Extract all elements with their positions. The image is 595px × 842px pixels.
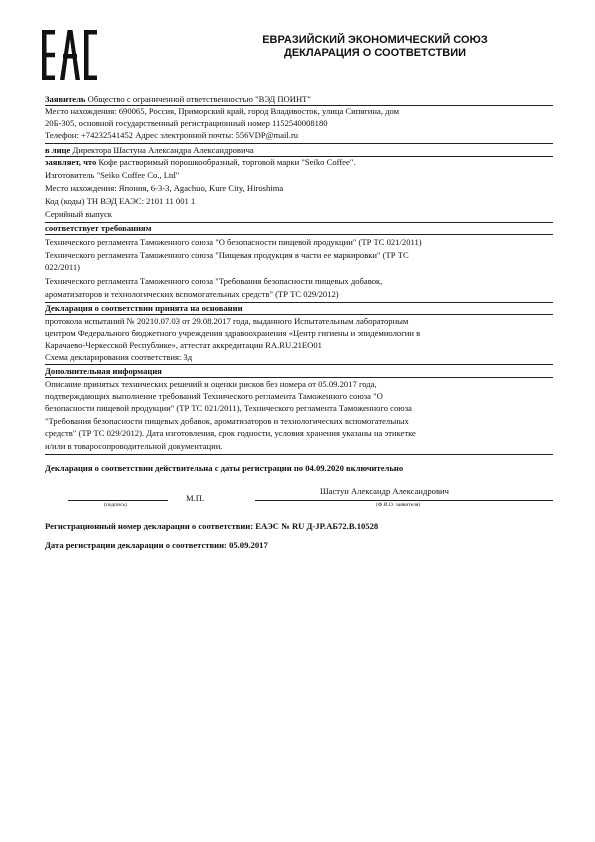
basis-line-2: центром Федерального бюджетного учреждения здравоохранения «Центр гигиены и эпидемиологии в [45,328,421,338]
hs-code: Код (коды) ТН ВЭД ЕАЭС: 2101 11 001 1 [45,196,196,206]
basis-line-1: протокола испытаний № 20210.07.03 от 29.08.2017 года, выданного Испытательным лабораторным [45,316,409,326]
requirement-3-line-2: ароматизаторов и технологических вспомогательных средств" (ТР ТС 029/2012) [45,289,339,299]
requirement-3-line-1: Технического регламента Таможенного союза "Требования безопасности пищевых добавок, [45,276,383,286]
divider [45,364,553,365]
requirements-label: соответствует требованиям [45,223,152,233]
additional-line-1: Описание принятых технических решений и оценки рисков без номера от 05.09.2017 года, [45,379,377,389]
registration-number: Регистрационный номер декларации о соответствии: ЕАЭС № RU Д-JP.АБ72.В.10528 [45,521,379,531]
divider [45,454,553,455]
name-caption: (Ф.И.О. заявителя) [376,502,421,508]
divider [45,377,553,378]
applicant-name: Общество с ограниченной ответственностью "ВЭД ПОИНТ" [87,94,311,104]
person-line [45,145,254,156]
eac-logo-mark [42,30,98,80]
basis-label: Декларация о соответствии принята на основании [45,303,243,313]
manufacturer: Изготовитель "Seiko Coffee Co., Ltd" [45,170,180,180]
basis-line-3: Карачаево-Черкесской Республике», аттестат аккредитации RA.RU.21ЕО01 [45,340,322,350]
additional-line-2: подтверждающих выполнение требований Технического регламента Таможенного союза "О [45,391,383,401]
name-line [255,500,553,501]
signature-line [68,500,168,501]
union-title: ЕВРАЗИЙСКИЙ ЭКОНОМИЧЕСКИЙ СОЮЗ [262,34,488,46]
eac-logo [42,30,98,80]
registration-date: Дата регистрации декларации о соответствии: 05.09.2017 [45,540,268,550]
stamp-label: М.П. [186,493,205,503]
person-label: в лице [45,145,71,155]
signer-name: Шастун Александр Александрович [320,486,449,496]
serial-production: Серийный выпуск [45,209,112,219]
applicant-address-1: Место нахождения: 690065, Россия, Приморский край, город Владивосток, улица Сипягина, дом [45,106,400,116]
validity-statement: Декларация о соответствии действительна с даты регистрации по 04.09.2020 включительно [45,463,404,473]
signature-caption: (подпись) [104,502,127,508]
applicant-label: Заявитель [45,94,86,104]
divider [45,234,553,235]
statement-label: заявляет, что [45,157,97,167]
additional-label: Дополнительная информация [45,366,162,376]
applicant-address-2: 20Б-305, основной государственный регистрационный номер 1152540008180 [45,118,328,128]
requirement-2-line-1: Технического регламента Таможенного союза "Пищевая продукция в части ее маркировки" (ТР ТС [45,250,409,260]
applicant-contacts: Телефон: +74232541452 Адрес электронной почты: 556VDP@mail.ru [45,130,299,140]
applicant-line [45,94,311,105]
person-text: Директора Шастуна Александра Александровича [72,145,254,155]
requirement-1: Технического регламента Таможенного союза "О безопасности пищевой продукции" (ТР ТС 021/2011) [45,237,422,247]
statement-line [45,157,355,168]
product-name: Кофе растворимый порошкообразный, торговой марки "Seiko Coffee". [98,157,356,167]
manufacturer-location: Место нахождения: Япония, 6-3-3, Agachuo, Kure City, Hiroshima [45,183,284,193]
additional-line-5: средств" (ТР ТС 029/2012). Дата изготовления, срок годности, условия хранения указаны на этикетке [45,428,416,438]
declaration-scheme: Схема декларирования соответствия: 3д [45,352,193,362]
declaration-title: ДЕКЛАРАЦИЯ О СООТВЕТСТВИИ [283,47,467,59]
additional-line-4: "Требования безопасности пищевых добавок, ароматизаторов и технологических вспомогательных [45,416,409,426]
divider [45,314,553,315]
divider [45,143,553,144]
additional-line-3: безопасности пищевой продукции" (ТР ТС 021/2011), Технического регламента Таможенного союза [45,403,412,413]
additional-line-6: и/или в товаросопроводительной документации. [45,441,223,451]
requirement-2-line-2: 022/2011) [45,262,81,272]
